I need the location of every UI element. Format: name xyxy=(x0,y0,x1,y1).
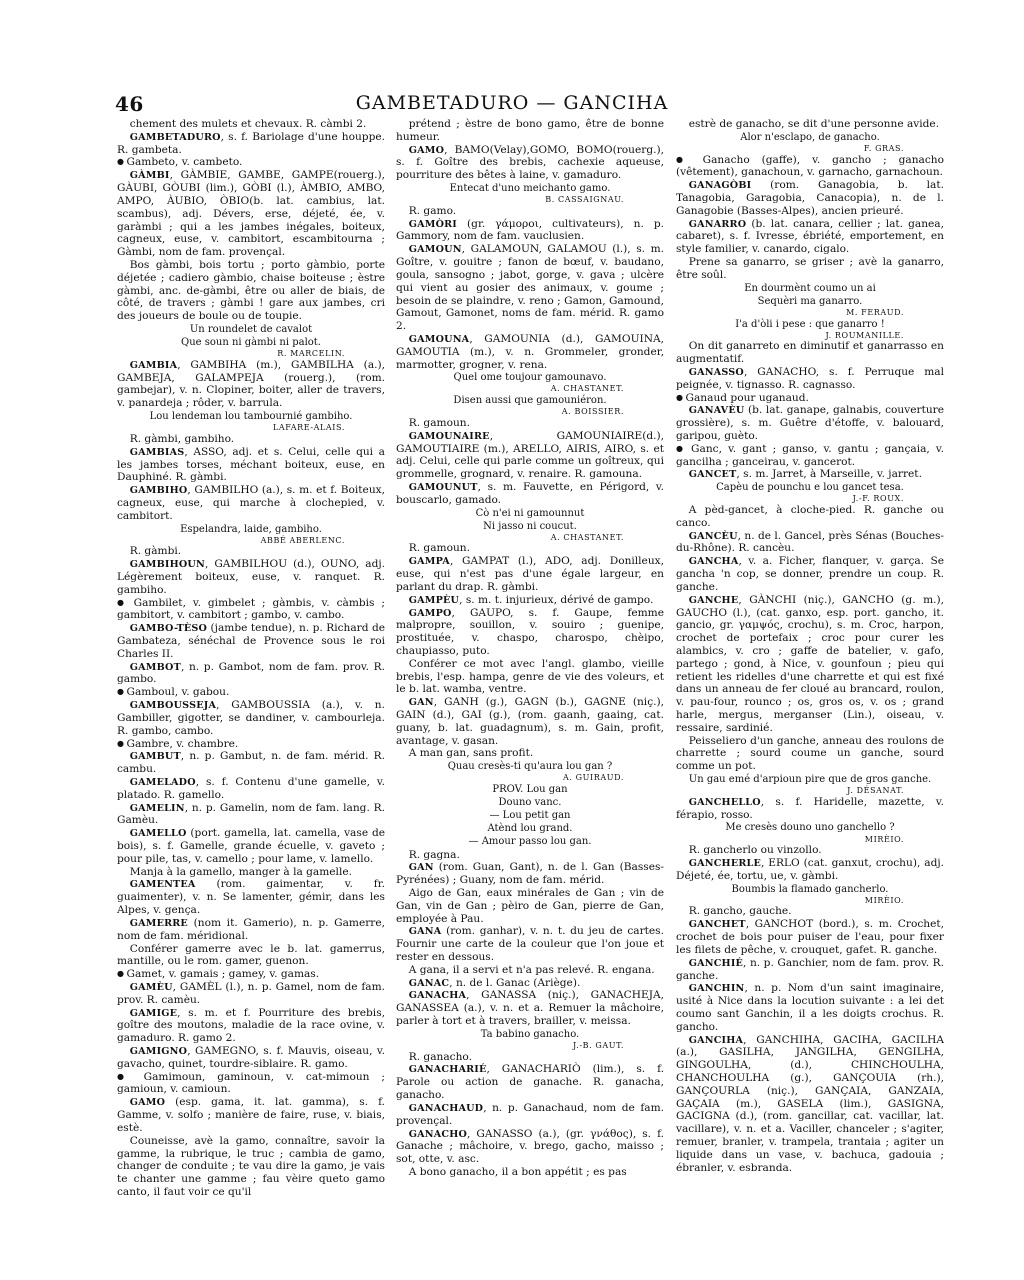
dictionary-entry: Peisseliero d'un ganche, anneau des roulons de charrette ; sourd coume un ganche, sourd comme un pot. xyxy=(676,734,944,773)
dictionary-entry: GAMBO-TÈSO (jambe tendue), n. p. Richard de Gambateza, sénéchal de Provence sous le roi Charles II. xyxy=(117,622,385,660)
citation-line: Un roundelet de cavalot xyxy=(189,324,313,335)
citation-line: Que soun ni gàmbi ni palot. xyxy=(181,337,321,349)
citation-line: Boumbis la flamado gancherlo. xyxy=(731,883,889,895)
dictionary-entry: A bono ganacho, il a bon appétit ; es pas xyxy=(408,1165,627,1178)
citation-line: — Amour passo lou gan. xyxy=(468,836,592,848)
dictionary-entry: Aigo de Gan, eaux minérales de Gan ; vin de Gan, vin de Gan ; pèiro de Gan, pierre de Gan, employée à Pau. xyxy=(396,886,664,925)
dictionary-entry: GANAC, n. de l. Ganac (Ariège). xyxy=(408,976,581,989)
entry-headword: GANAGÒBI xyxy=(688,180,752,192)
dictionary-entry: GANACHO, GANASSO (a.), (gr. γνάθος), s. f. Ganache ; mâchoire, v. brego, gacho, maisso ; sot, otte, v. asc. xyxy=(396,1127,664,1166)
entry-headword: GAMOUNAIRE xyxy=(408,430,490,442)
entry-headword: GANASSO xyxy=(688,366,744,378)
entry-headword: GANARRO xyxy=(688,218,747,230)
dictionary-entry: R. gàmbi, gambiho. xyxy=(129,432,235,445)
citation-author: A. CHASTANET. xyxy=(550,532,624,542)
citation-author: F. GRAS. xyxy=(863,143,904,153)
citation-author: J.-B. GAUT. xyxy=(572,1040,624,1050)
entry-headword: GAN xyxy=(408,862,434,874)
dictionary-entry: GANCIHA, GANCHIHA, GACIHA, GACILHA (a.), GASILHA, JANGILHA, GENGILHA, GINGOULHA, (d.), CHINCHOULHA, CHANCHOULHA (g.), GANÇOUIA (rh.), GANÇOURLA (niç.), GANÇAIA, GANZAIA, GAÇAIA (m.), GASELA (lim.), GASIGNA, GACIGNA (d.), (rom. gancillar, cat. vacillar, lat. vacillare), v. n. et a. Vaciller, chanceler ; s'agiter, remuer, branler, v. trampela, trantaia ; agiter un liquide dans un vase, v. bachuca, gadouia ; ébranler, v. esbranda. xyxy=(676,1033,944,1174)
dictionary-entry: GAMBIHOUN, GAMBILHOU (d.), OUNO, adj. Légèrement boiteux, euse, v. ranquet. R. gambiho. xyxy=(117,558,385,596)
citation-author: A. BOISSIER. xyxy=(561,407,624,417)
citation-author: A. CHASTANET. xyxy=(550,384,624,394)
entry-headword: GAMELLO xyxy=(129,828,187,840)
page-number: 46 xyxy=(115,92,144,116)
dictionary-entry: GAMOUNUT, s. m. Fauvette, en Périgord, v. bouscarlo, gamado. xyxy=(396,480,664,506)
dictionary-entry: Conférer ce mot avec l'angl. glambo, vieille brebis, l'esp. hampa, genre de vie des voleurs, et le b. lat. wamba, ventre. xyxy=(396,657,664,696)
dictionary-entry: R. ganacho. xyxy=(408,1050,472,1063)
entry-headword: GANCHELLO xyxy=(688,796,761,808)
dictionary-entry: GÀMBI, GÀMBIE, GAMBE, GAMPE(rouerg.), GÀUBI, GÒUBI (lim.), GÒBI (l.), ÀMBIO, AMBO, AMPO, ÀUBIO, ÒBIO(b. lat. cambius, lat. scambus), adj. Dévers, erse, déjeté, ée, v. garàmbi ; qui a les jambes inégales, boiteux, cagneux, euse, v. cambitort, escambitourna ; Gàmbi, nom de fam. provençal. xyxy=(117,169,385,259)
entry-headword: GANAVÈU xyxy=(688,405,745,417)
citation-author: M. FERAUD. xyxy=(846,307,904,317)
cross-reference: ● Gamet, v. gamais ; gamey, v. gamas. xyxy=(117,968,385,981)
entry-headword: GAMBIAS xyxy=(129,446,185,458)
dictionary-entry: R. gancho, gauche. xyxy=(688,905,792,918)
dictionary-entry: GAMBOUSSEJA, GAMBOUSSIA (a.), v. n. Gambiller, gigotter, se dandiner, v. cambourleja. R. gambo, cambo. xyxy=(117,699,385,737)
dictionary-entry: A pèd-gancet, à cloche-pied. R. ganche ou canco. xyxy=(676,504,944,529)
entry-headword: GANCHIN xyxy=(688,983,745,995)
entry-headword: GAMBIHO xyxy=(129,485,188,497)
citation-author: J.-F. ROUX. xyxy=(852,494,904,504)
entry-headword: GANCHIÉ xyxy=(688,957,744,969)
running-head: GAMBETADURO — GANCIHA xyxy=(355,92,669,114)
entry-headword: GAMOUN xyxy=(408,244,462,256)
citation-line: Cò n'ei ni gamounnut xyxy=(475,507,585,519)
citation-author: MIRÈIO. xyxy=(864,834,904,844)
dictionary-entry: GANCHERLE, ERLO (cat. ganxut, crochu), adj. Déjeté, ée, tortu, ue, v. gàmbi. xyxy=(676,857,944,882)
citation-line: Lou lendeman lou tambournié gambiho. xyxy=(149,411,353,423)
dictionary-entry: GAMÈU, GAMÈL (l.), n. p. Gamel, nom de fam. prov. R. camèu. xyxy=(117,980,385,1006)
cross-reference: ● Ganc, v. gant ; ganso, v. gantu ; gançaia, v. gancilha ; ganceirau, v. gancerot. xyxy=(676,443,944,469)
citation-line: Ta babino ganacho. xyxy=(480,1028,580,1040)
dictionary-entry: GAMBUT, n. p. Gambut, n. de fam. mérid. R. cambu. xyxy=(117,750,385,776)
dictionary-entry: Prene sa ganarro, se griser ; avè la ganarro, être soûl. xyxy=(676,256,944,281)
dictionary-entry: R. gamo. xyxy=(408,204,457,217)
cross-reference: ● Gambilet, v. gimbelet ; gàmbis, v. càmbis ; gambitort, v. cambitort ; gambo, v. cambo. xyxy=(117,597,385,623)
dictionary-entry: GAMELLO (port. gamella, lat. camella, vase de bois), s. f. Gamelle, grande écuelle, v. gaveto ; pour pile, tas, v. camello ; pour lame, v. lamello. xyxy=(117,827,385,865)
dictionary-entry: GAMBIAS, ASSO, adj. et s. Celui, celle qui a les jambes torses, méchant boiteux, euse, en Dauphiné. R. gàmbi. xyxy=(117,445,385,484)
citation-author: ABBÉ ABERLENC. xyxy=(260,535,345,545)
citation-line: Douno vanc. xyxy=(498,797,562,809)
citation-line: Espelandra, laide, gambiho. xyxy=(180,523,322,535)
entry-headword: GAMO xyxy=(408,144,445,156)
entry-headword: GAMBIA xyxy=(129,359,178,371)
entry-headword: GANCHERLE xyxy=(688,858,761,870)
dictionary-entry: GAMENTEA (rom. gaimentar, v. fr. guaimenter), v. n. Se lamenter, gémir, dans les Alpes, v. gença. xyxy=(117,878,385,917)
dictionary-entry: GANACHAUD, n. p. Ganachaud, nom de fam. provençal. xyxy=(396,1101,664,1127)
entry-headword: GANACHO xyxy=(408,1128,468,1140)
dictionary-entry: estrè de ganacho, se dit d'une personne avide. xyxy=(688,118,940,130)
citation-line: Quel ome toujour gamounavo. xyxy=(453,372,607,384)
entry-headword: GAMBIHOUN xyxy=(129,559,205,571)
entry-headword: GANCÈU xyxy=(688,530,738,542)
entry-headword: GANCIHA xyxy=(688,1034,744,1046)
dictionary-entry: GANCHET, GANCHOT (bord.), s. m. Crochet, crochet de bois pour puiser de l'eau, pour fixer les filets de pêche, v. crouquet, gafet. R. ganche. xyxy=(676,918,944,956)
dictionary-entry: GAMBIHO, GAMBILHO (a.), s. m. et f. Boiteux, cagneux, euse, qui marche à clochepied, v. cambitort. xyxy=(117,484,385,522)
dictionary-entry: GANACHARIÉ, GANACHARIÒ (lim.), s. f. Parole ou action de ganache. R. ganacha, ganacho. xyxy=(396,1063,664,1102)
citation-line: Atènd lou grand. xyxy=(487,823,573,835)
citation-line: Un gau emé d'arpioun pire que de gros ganche. xyxy=(688,774,932,786)
dictionary-entry: GANCÈU, n. de l. Gancel, près Sénas (Bouches-du-Rhône). R. cancèu. xyxy=(676,529,944,555)
dictionary-entry: Bos gàmbi, bois tortu ; porto gàmbio, porte déjetée ; cadiero gàmbio, chaise boiteuse ; èstre gàmbi, anc. de-gàmbi, être ou aller de biais, de côté, de travers ; gàmbi ! gare aux jambes, cri des joueurs de boule ou de toupie. xyxy=(117,258,385,323)
dictionary-entry: GAMIGNO, GAMEGNO, s. f. Mauvis, oiseau, v. gavacho, quinet, tourdre-siblaire. R. gamo. xyxy=(117,1045,385,1070)
entry-headword: GAMENTEA xyxy=(129,879,196,891)
dictionary-entry: R. gancherlo ou vinzollo. xyxy=(688,844,822,857)
cross-reference: ● Ganacho (gaffe), v. gancho ; ganacho (vêtement), ganachoun, v. garnacho, garnachoun. xyxy=(676,154,944,180)
cross-reference: ● Gambeto, v. cambeto. xyxy=(117,156,385,169)
dictionary-entry: GANCHELLO, s. f. Haridelle, mazette, v. férapio, rosso. xyxy=(676,795,944,821)
entry-headword: GAMIGE xyxy=(129,1007,178,1019)
dictionary-entry: Manja à la gamello, manger à la gamelle. xyxy=(129,865,352,878)
entry-headword: GAMOUNUT xyxy=(408,481,478,493)
dictionary-entry: Couneisse, avè la gamo, connaître, savoir la gamme, la rubrique, le truc ; cambia de gamo, changer de conduite ; te vau dire la gamo, je vais te chanter une gamme ; fau vèire queto gamo canto, il faut voir ce qu'il xyxy=(117,1134,385,1198)
dictionary-entry: GANASSO, GANACHO, s. f. Perruque mal peignée, v. tignasso. R. cagnasso. xyxy=(676,365,944,391)
dictionary-entry: prétend ; èstre de bono gamo, être de bonne humeur. xyxy=(396,118,664,143)
cross-reference: ● Gamboul, v. gabou. xyxy=(117,686,385,699)
citation-line: Disen aussi que gamouniéron. xyxy=(453,395,607,407)
entry-headword: GAMBUT xyxy=(129,751,181,763)
entry-headword: GAMBO-TÈSO xyxy=(129,623,208,635)
entry-headword: GAMBOT xyxy=(129,661,181,673)
entry-headword: GANCHET xyxy=(688,919,746,931)
entry-headword: GAMOUNA xyxy=(408,333,470,345)
dictionary-entry: A man gan, sans profit. xyxy=(408,747,534,760)
citation-author: B. CASSAIGNAU. xyxy=(545,195,624,205)
dictionary-entry: GAMO (esp. gama, it. lat. gamma), s. f. Gamme, v. solfo ; manière de faire, ruse, v. biais, estè. xyxy=(117,1096,385,1134)
dictionary-entry: GANAGÒBI (rom. Ganagobia, b. lat. Tanagobia, Garagobia, Canacopia), n. de l. Ganagobie (Basses-Alpes), ancien prieuré. xyxy=(676,179,944,217)
citation-line: I'a d'òli i pese : que ganarro ! xyxy=(735,318,885,330)
dictionary-entry: GAMPÈU, s. m. t. injurieux, dérivé de gampo. xyxy=(408,593,654,606)
dictionary-entry: GANARRO (b. lat. canara, cellier ; lat. ganea, cabaret), s. f. Ivresse, ébriété, emportement, en style familier, v. canardo, cigalo. xyxy=(676,217,944,256)
citation-line: Me cresès douno uno ganchello ? xyxy=(725,822,895,834)
entry-headword: GAMBOUSSEJA xyxy=(129,700,217,712)
cross-reference: ● Ganaud pour uganaud. xyxy=(676,392,944,405)
dictionary-entry: GAMBOT, n. p. Gambot, nom de fam. prov. R. gambo. xyxy=(117,660,385,686)
entry-headword: GAMPA xyxy=(408,556,450,568)
citation-line: Sequèri ma ganarro. xyxy=(757,295,863,307)
dictionary-entry: GAMBETADURO, s. f. Bariolage d'une houppe. R. gambeta. xyxy=(117,130,385,156)
dictionary-entry: Conférer gamerre avec le b. lat. gamerrus, mantille, ou le rom. gamer, guenon. xyxy=(117,942,385,968)
dictionary-entry: GANACHA, GANASSA (niç.), GANACHEJA, GANASSEA (a.), v. n. et a. Remuer la mâchoire, parler à tort et à travers, brailler, v. meissa. xyxy=(396,989,664,1028)
citation-line: PROV. Lou gan xyxy=(492,784,568,796)
citation-line: En dourmènt coumo un ai xyxy=(744,282,876,294)
citation-author: J. ROUMANILLE. xyxy=(825,330,904,340)
citation-author: J. DÉSANAT. xyxy=(847,786,904,796)
entry-headword: GANCHE xyxy=(688,594,739,606)
entry-headword: GAMERRE xyxy=(129,917,188,929)
citation-line: Ni jasso ni coucut. xyxy=(483,520,577,532)
dictionary-entry: R. gamoun. xyxy=(408,416,470,429)
entry-headword: GAMBETADURO xyxy=(129,131,221,143)
dictionary-entry: GAMOUN, GALAMOUN, GALAMOU (l.), s. m. Goître, v. gouitre ; fanon de bœuf, v. baudano, goula, sansogno ; jabot, gorge, v. gava ; ulcère qui vient au gosier des animaux, v. goume ; besoin de se plaindre, v. reno ; Gamon, Gamound, Gamout, Gamonet, noms de fam. mérid. R. gamo 2. xyxy=(396,243,664,333)
entry-headword: GANACHAUD xyxy=(408,1102,484,1114)
dictionary-entry: GANA (rom. ganhar), v. n. t. du jeu de cartes. Fournir une carte de la couleur que l'on joue et rester en dessous. xyxy=(396,925,664,964)
dictionary-entry: GANCHIÉ, n. p. Ganchier, nom de fam. prov. R. ganche. xyxy=(676,956,944,982)
dictionary-entry: GAMERRE (nom it. Gamerio), n. p. Gamerre, nom de fam. méridional. xyxy=(117,916,385,942)
dictionary-entry: chement des mulets et chevaux. R. càmbi 2. xyxy=(129,118,367,130)
column-middle xyxy=(396,118,664,1208)
citation-author: A. GUIRAUD. xyxy=(563,773,624,783)
entry-headword: GANCET xyxy=(688,469,737,481)
entry-headword: GAN xyxy=(408,697,434,709)
dictionary-entry: GAN (rom. Guan, Gant), n. de l. Gan (Basses-Pyrénées) ; Guany, nom de fam. mérid. xyxy=(396,861,664,887)
dictionary-entry: GANCHA, v. a. Ficher, flanquer, v. garça. Se gancha 'n cop, se donner, prendre un coup. R. ganche. xyxy=(676,555,944,593)
dictionary-entry: R. gàmbi. xyxy=(129,545,182,558)
dictionary-entry: GAMELIN, n. p. Gamelin, nom de fam. lang. R. Gamèu. xyxy=(117,801,385,827)
entry-headword: GAMO xyxy=(129,1097,166,1109)
dictionary-entry: GANCHE, GÀNCHI (niç.), GANCHO (g. m.), GAUCHO (l.), (cat. ganxo, esp. port. gancho, it. gancio, gr. γαμψός, crochu), s. m. Croc, harpon, crochet de portefaix ; croc pour curer les alambics, v. cro ; gaffe de batelier, v. gafo, partego ; gond, à Nice, v. gounfoun ; pieu qui retient les ridelles d'une charrette et qui est fixé dans un anneau de fer cloué au brancard, roulon, v. pau-four, rounco ; os, gros os, v. os ; grand harle, mergus, merganser (Lin.), oiseau, v. ressaire, sardinié. xyxy=(676,593,944,734)
entry-headword: GAMIGNO xyxy=(129,1046,188,1058)
dictionary-entry: GAMIGE, s. m. et f. Pourriture des brebis, goître des moutons, maladie de la race ovine, v. gamaduro. R. gamo 2. xyxy=(117,1006,385,1045)
entry-headword: GAMELIN xyxy=(129,802,185,814)
dictionary-entry: GAMPO, GAUPO, s. f. Gaupe, femme malpropre, souillon, v. souiro ; guenipe, prostituée, v. chaspo, charospo, chèipo, chaupiasso, puto. xyxy=(396,606,664,657)
citation-line: Alor n'esclapo, de ganacho. xyxy=(740,131,880,143)
entry-headword: GANA xyxy=(408,926,442,938)
dictionary-entry: GAMOUNAIRE, GAMOUNIAIRE(d.), GAMOUTIAIRE (m.), ARELLO, AIRIS, AIRO, s. et adj. Celui, celle qui parle comme un goîtreux, qui grommelle, grognard, v. renaire. R. gamouna. xyxy=(396,429,664,481)
dictionary-entry: GANAVÈU (b. lat. ganape, galnabis, couverture grossière), s. m. Guêtre d'étoffe, v. balouard, garipou, guèto. xyxy=(676,404,944,443)
citation-line: Entecat d'uno meichanto gamo. xyxy=(449,183,611,195)
dictionary-entry: GANCET, s. m. Jarret, à Marseille, v. jarret. xyxy=(688,468,922,481)
dictionary-entry: GAN, GANH (g.), GAGN (b.), GAGNE (niç.), GAIN (d.), GAI (g.), (rom. gaanh, gaaing, cat. guany, b. lat. guadagnum), s. m. Gain, profit, avantage, v. gasan. xyxy=(396,696,664,747)
column-right xyxy=(676,118,944,1208)
column-left xyxy=(117,118,385,1208)
dictionary-entry: GAMOUNA, GAMOUNIA (d.), GAMOUINA, GAMOUTIA (m.), v. n. Grommeler, gronder, marmotter, grogner, v. rena. xyxy=(396,332,664,371)
dictionary-entry: On dit ganarreto en diminutif et ganarrasso en augmentatif. xyxy=(676,340,944,366)
dictionary-entry: R. gagna. xyxy=(408,848,460,861)
entry-headword: GÀMBI xyxy=(129,170,170,182)
dictionary-entry: A gana, il a servi et n'a pas relevé. R. engana. xyxy=(408,963,655,976)
dictionary-entry: GAMPA, GAMPAT (l.), ADO, adj. Donilleux, euse, qui n'est pas d'une égale largeur, en parlant du drap. R. gàmbi. xyxy=(396,555,664,593)
dictionary-entry: GAMÒRI (gr. γάμοροι, cultivateurs), n. p. Gammory, nom de fam. vauclusien. xyxy=(396,217,664,243)
citation-author: LAFARE-ALAIS. xyxy=(272,423,345,433)
citation-line: Quau cresès-ti qu'aura lou gan ? xyxy=(447,761,613,773)
cross-reference: ● Gambre, v. chambre. xyxy=(117,738,385,751)
citation-line: — Lou petit gan xyxy=(489,810,571,822)
dictionary-entry: R. gamoun. xyxy=(408,542,470,555)
entry-headword: GAMÒRI xyxy=(408,218,457,230)
entry-headword: GAMELADO xyxy=(129,776,196,788)
citation-line: Capèu de pounchu e lou gancet tesa. xyxy=(716,482,904,494)
dictionary-entry: GAMBIA, GAMBIHA (m.), GAMBILHA (a.), GAMBEJA, GALAMPEJA (rouerg.), (rom. gambejar), v. n. Clopiner, boiter, aller de travers, v. panardeja ; rôder, v. barrula. xyxy=(117,358,385,410)
entry-headword: GAMPÈU xyxy=(408,594,460,606)
cross-reference: ● Gamimoun, gaminoun, v. cat-mimoun ; gamioun, v. camioun. xyxy=(117,1071,385,1097)
dictionary-entry: GANCHIN, n. p. Nom d'un saint imaginaire, usité à Nice dans la locution suivante : a lei det coumo sant Ganchin, il a les doigts crochus. R. gancho. xyxy=(676,982,944,1033)
entry-headword: GANAC xyxy=(408,977,450,989)
entry-headword: GAMPO xyxy=(408,607,452,619)
entry-headword: GANCHA xyxy=(688,556,739,568)
dictionary-entry: GAMELADO, s. f. Contenu d'une gamelle, v. platado. R. gamello. xyxy=(117,775,385,801)
dictionary-entry: GAMO, BAMO(Velay),GOMO, BOMO(rouerg.), s. f. Goître des brebis, cachexie aqueuse, pourriture des bêtes à laine, v. gamaduro. xyxy=(396,143,664,182)
citation-author: R. MARCELIN. xyxy=(277,349,345,359)
entry-headword: GANACHA xyxy=(408,990,467,1002)
entry-headword: GAMÈU xyxy=(129,981,173,993)
entry-headword: GANACHARIÉ xyxy=(408,1064,487,1076)
citation-author: MIRÈIO. xyxy=(864,895,904,905)
